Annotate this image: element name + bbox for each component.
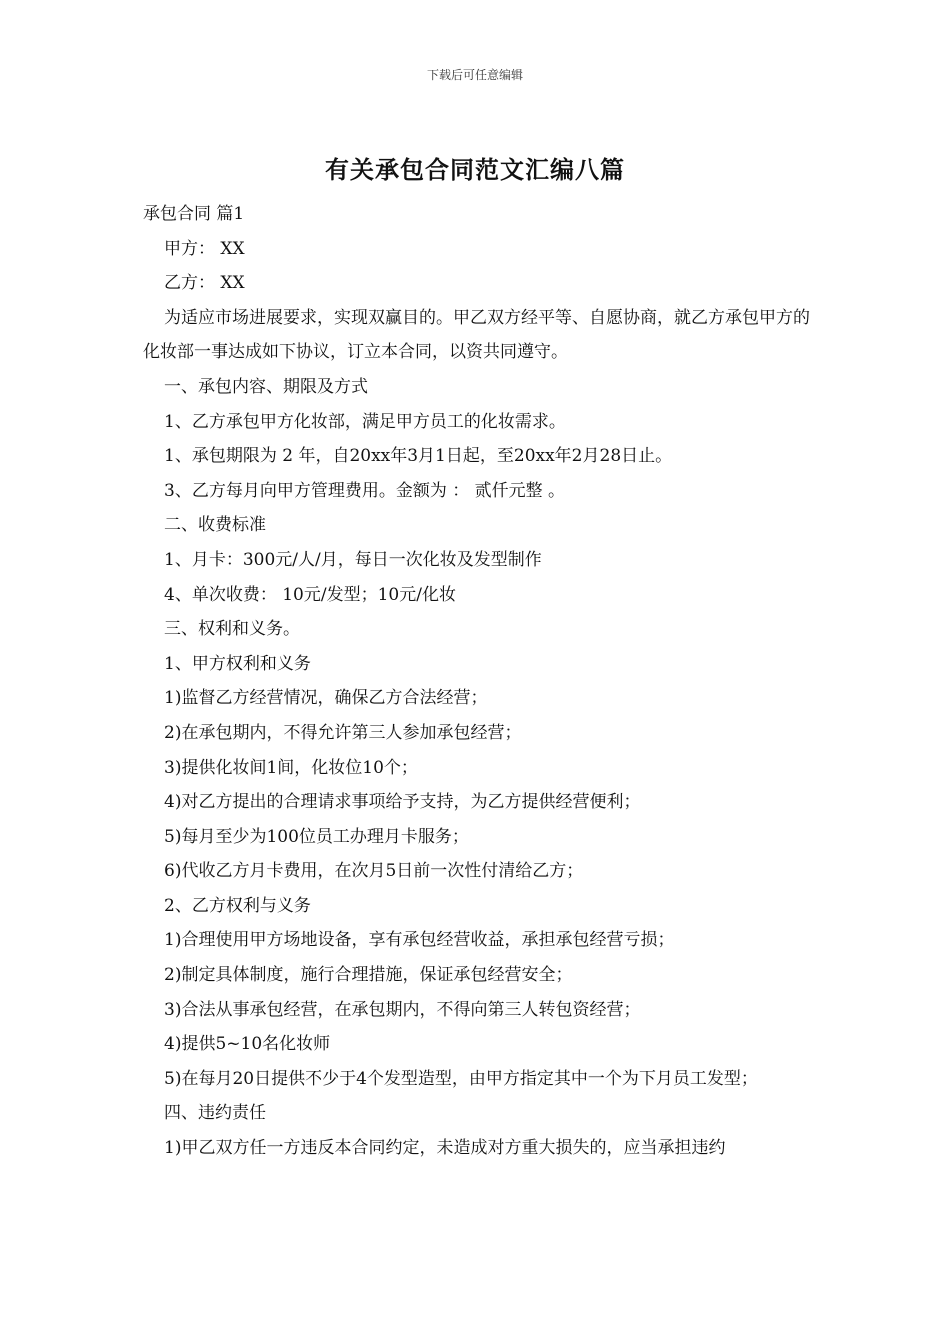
body-paragraph: 5)在每月20日提供不少于4个发型造型，由甲方指定其中一个为下月员工发型； (164, 1068, 758, 1089)
body-paragraph: 4)对乙方提出的合理请求事项给予支持，为乙方提供经营便利； (164, 792, 641, 813)
body-paragraph: 1、乙方承包甲方化妆部，满足甲方员工的化妆需求。 (164, 411, 566, 432)
body-paragraph: 为适应市场进展要求，实现双赢目的。甲乙双方经平等、自愿协商，就乙方承包甲方的化妆部一事达成如下协议，订立本合同，以资共同遵守。 (143, 307, 810, 363)
body-paragraph: 三、权利和义务。 (164, 619, 300, 640)
body-paragraph: 3)提供化妆间1间，化妆位10个； (164, 757, 418, 778)
body-paragraph: 1)监督乙方经营情况，确保乙方合法经营； (164, 688, 488, 709)
body-paragraph: 1、承包期限为 2 年，自20xx年3月1日起，至20xx年2月28日止。 (164, 446, 673, 467)
body-paragraph: 二、收费标准 (164, 515, 266, 536)
document-body (143, 197, 813, 1166)
body-paragraph: 2)制定具体制度，施行合理措施，保证承包经营安全； (164, 965, 573, 986)
body-paragraph: 1)甲乙双方任一方违反本合同约定，未造成对方重大损失的，应当承担违约 (164, 1138, 726, 1159)
body-paragraph: 3)合法从事承包经营，在承包期内，不得向第三人转包资经营； (164, 999, 641, 1020)
body-paragraph: 一、承包内容、期限及方式 (164, 376, 368, 397)
body-paragraph: 甲方： XX (164, 238, 245, 259)
page-header-note: 下载后可任意编辑 (426, 68, 523, 82)
body-paragraph: 6)代收乙方月卡费用，在次月5日前一次性付清给乙方； (164, 861, 584, 882)
body-paragraph: 4)提供5~10名化妆师 (164, 1034, 331, 1055)
body-paragraph: 四、违约责任 (164, 1103, 266, 1124)
document-title: 有关承包合同范文汇编八篇 (325, 155, 625, 184)
body-paragraph: 承包合同 篇1 (143, 204, 245, 224)
body-paragraph: 4、单次收费： 10元/发型；10元/化妆 (164, 584, 456, 605)
body-paragraph: 5)每月至少为100位员工办理月卡服务； (164, 826, 469, 847)
body-paragraph: 2、乙方权利与义务 (164, 895, 311, 916)
body-paragraph: 3、乙方每月向甲方管理费用。金额为 ： 贰仟元整 。 (164, 480, 566, 501)
body-paragraph: 乙方： XX (164, 273, 245, 294)
body-paragraph: 1)合理使用甲方场地设备，享有承包经营收益，承担承包经营亏损； (164, 930, 675, 951)
body-paragraph: 1、甲方权利和义务 (164, 653, 311, 674)
body-paragraph: 1、月卡：300元/人/月，每日一次化妆及发型制作 (164, 549, 542, 570)
body-paragraph: 2)在承包期内，不得允许第三人参加承包经营； (164, 722, 522, 743)
